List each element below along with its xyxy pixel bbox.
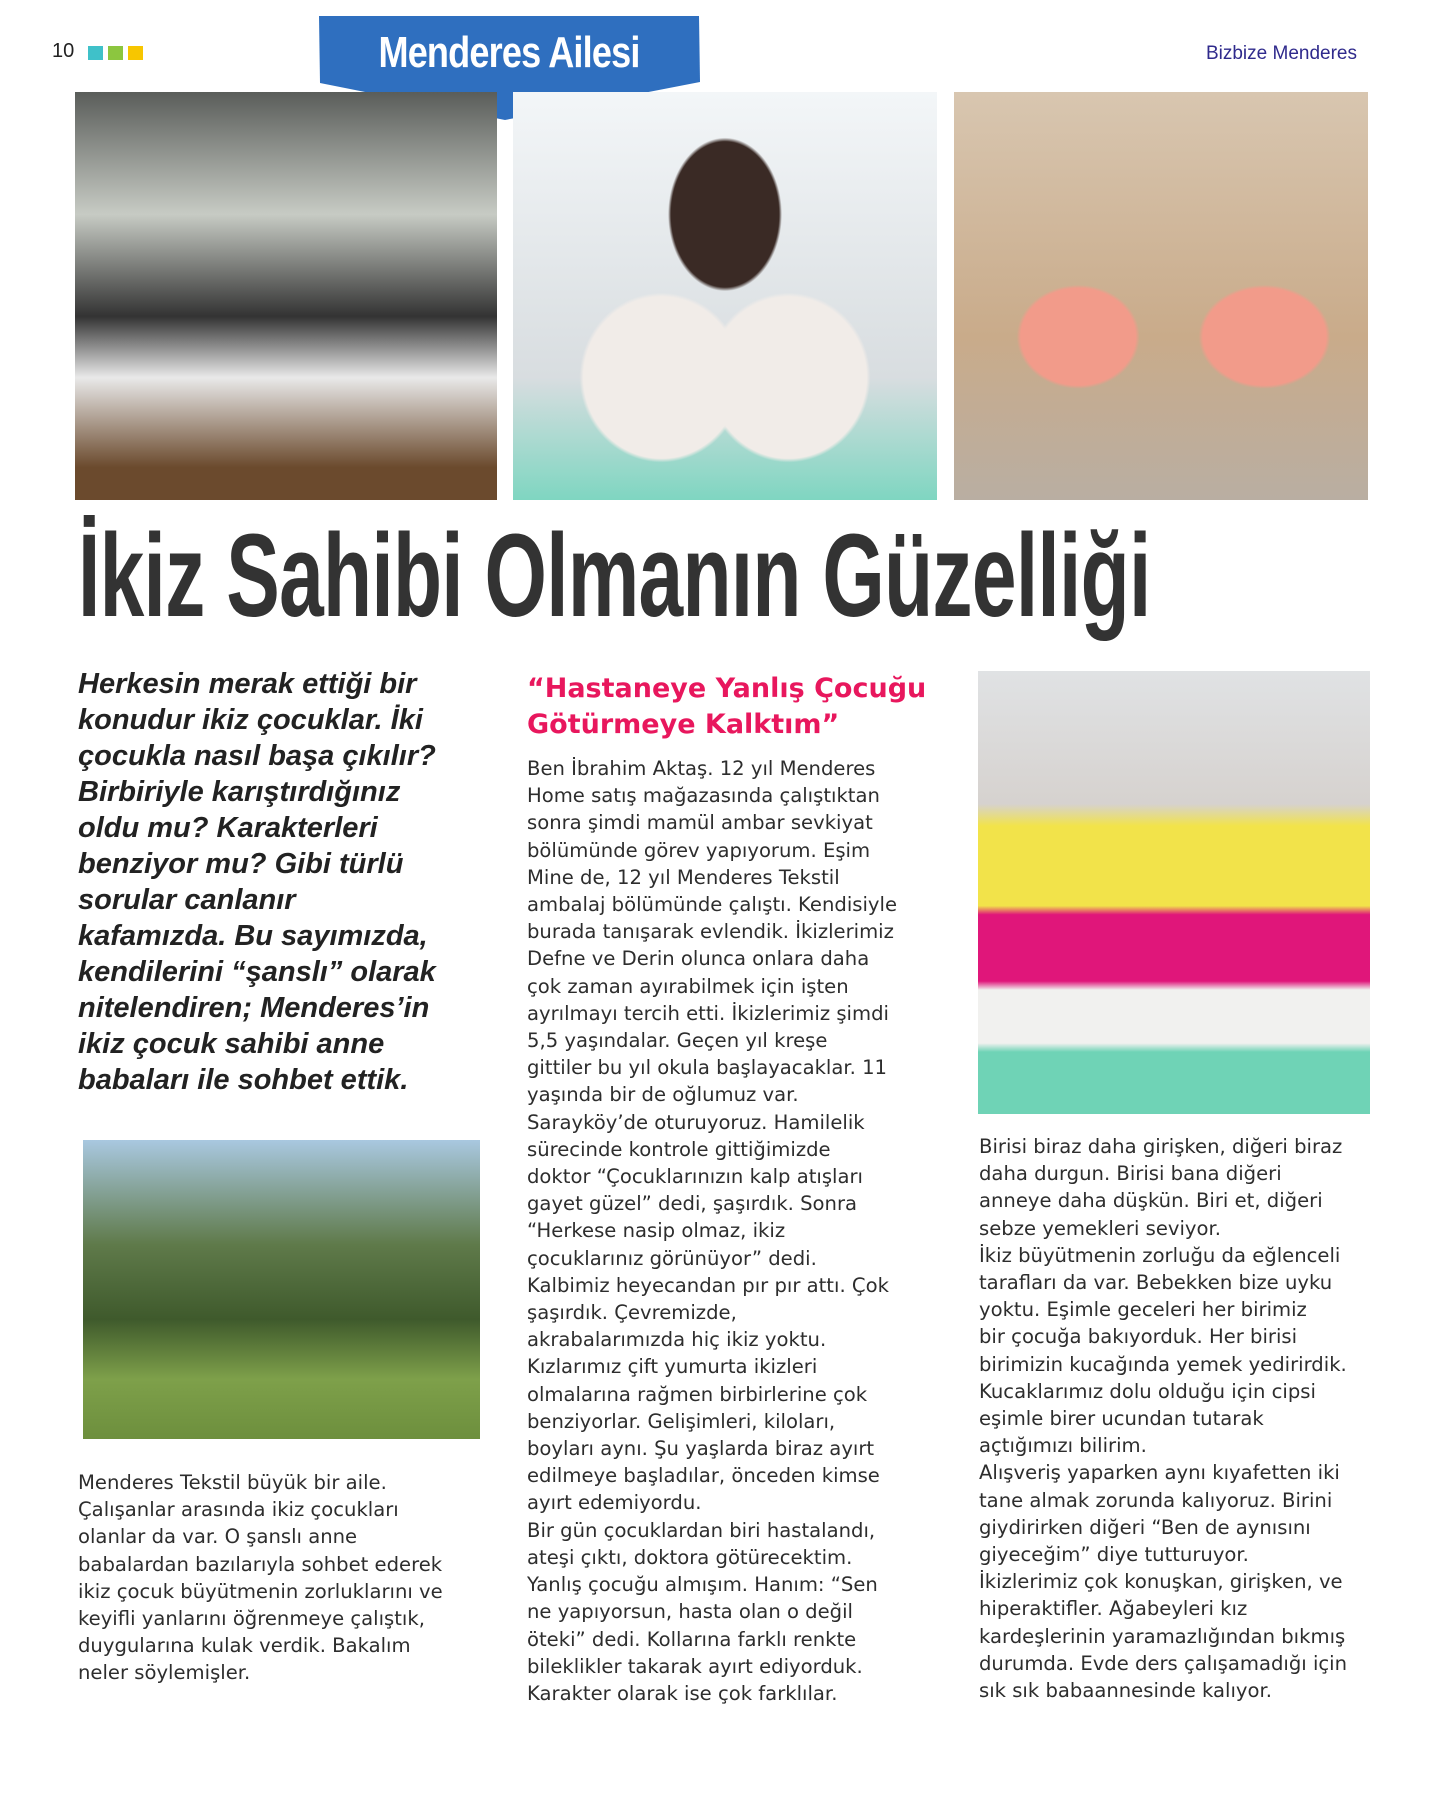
body-line: doktor “Çocuklarınızın kalp atışları bbox=[527, 1165, 863, 1189]
intro-line: kendilerini “şanslı” olarak bbox=[78, 956, 436, 988]
intro-line: sorular canlanır bbox=[78, 884, 296, 916]
body-line: ateşi çıktı, doktora götürecektim. bbox=[527, 1545, 853, 1569]
body-line: Karakter olarak ise çok farklılar. bbox=[527, 1681, 838, 1705]
body-line: gayet güzel” dedi, şaşırdık. Sonra bbox=[527, 1192, 858, 1216]
intro-line: Herkesin merak ettiği bir bbox=[78, 668, 417, 700]
body-line: “Herkese nasip olmaz, ikiz bbox=[527, 1219, 786, 1243]
body-line: anneye daha düşkün. Biri et, diğeri bbox=[979, 1189, 1323, 1213]
body-line: İkizlerimiz çok konuşkan, girişken, ve bbox=[979, 1570, 1343, 1594]
body-line: keyifli yanlarını öğrenmeye çalıştık, bbox=[78, 1607, 425, 1631]
body-line: hiperaktifler. Ağabeyleri kız bbox=[979, 1597, 1248, 1621]
body-line: birimizin kucağında yemek yedirirdik. bbox=[979, 1352, 1347, 1376]
photo-twin-girls-pink bbox=[954, 92, 1368, 500]
body-line: giydirirken diğeri “Ben de aynısını bbox=[979, 1515, 1311, 1539]
body-line: Bir gün çocuklardan biri hastalandı, bbox=[527, 1518, 876, 1542]
subheading-line: Götürmeye Kalktım” bbox=[527, 709, 840, 740]
body-line: kardeşlerinin yaramazlığından bıkmış bbox=[979, 1624, 1346, 1648]
intro-line: benziyor mu? Gibi türlü bbox=[78, 848, 404, 880]
body-line: ayrılmayı tercih etti. İkizlerimiz şimdi bbox=[527, 1001, 889, 1025]
body-line: Yanlış çocuğu almışım. Hanım: “Sen bbox=[527, 1573, 878, 1597]
intro-line: ikiz çocuk sahibi anne bbox=[78, 1028, 385, 1060]
page-number: 10 bbox=[52, 40, 75, 62]
body-line: Kalbimiz heyecandan pır pır attı. Çok bbox=[527, 1273, 889, 1297]
subheading-line: “Hastaneye Yanlış Çocuğu bbox=[527, 673, 927, 704]
body-line: sonra şimdi mamül ambar sevkiyat bbox=[527, 811, 873, 835]
body-line: neler söylemişler. bbox=[78, 1661, 251, 1685]
color-square-teal bbox=[88, 46, 103, 60]
body-line: tarafları da var. Bebekken bize uyku bbox=[979, 1271, 1333, 1295]
body-line: yaşında bir de oğlumuz var. bbox=[527, 1083, 799, 1107]
body-line: ambalaj bölümünde çalıştı. Kendisiyle bbox=[527, 893, 898, 917]
body-line: çok zaman ayırabilmek için işten bbox=[527, 974, 849, 998]
body-line: şaşırdık. Çevremizde, bbox=[527, 1301, 737, 1325]
body-line: ne yapıyorsun, hasta olan o değil bbox=[527, 1600, 853, 1624]
intro-line: kafamızda. Bu sayımızda, bbox=[78, 920, 428, 952]
middle-body-text bbox=[527, 755, 897, 1707]
color-square-yellow bbox=[128, 46, 143, 60]
body-line: İkiz büyütmenin zorluğu da eğlenceli bbox=[979, 1243, 1341, 1267]
subheading bbox=[527, 671, 926, 743]
body-line: Mine de, 12 yıl Menderes Tekstil bbox=[527, 865, 840, 889]
body-line: Alışveriş yaparken aynı kıyafetten iki bbox=[979, 1461, 1340, 1485]
body-line: edilmeye başladılar, önceden kimse bbox=[527, 1464, 880, 1488]
body-line: ayırt edemiyordu. bbox=[527, 1491, 702, 1515]
intro-line: çocukla nasıl başa çıkılır? bbox=[78, 740, 436, 772]
body-line: bileklikler takarak ayırt ediyorduk. bbox=[527, 1654, 863, 1678]
body-line: duygularına kulak verdik. Bakalım bbox=[78, 1634, 411, 1658]
photo-family-park bbox=[83, 1140, 480, 1439]
body-line: Sarayköy’de oturuyoruz. Hamilelik bbox=[527, 1110, 865, 1134]
body-line: bölümünde görev yapıyorum. Eşim bbox=[527, 838, 871, 862]
intro-line: babaları ile sohbet ettik. bbox=[78, 1064, 409, 1096]
body-line: boyları aynı. Şu yaşlarda biraz ayırt bbox=[527, 1437, 875, 1461]
body-line: sürecinde kontrole gittiğimizde bbox=[527, 1137, 831, 1161]
photo-twin-girls-dresses bbox=[978, 671, 1370, 1114]
body-line: Home satış mağazasında çalıştıktan bbox=[527, 784, 880, 808]
body-line: açtığımızı bilirim. bbox=[979, 1434, 1147, 1458]
body-line: Menderes Tekstil büyük bir aile. bbox=[78, 1471, 387, 1494]
intro-line: konudur ikiz çocuklar. İki bbox=[78, 704, 423, 736]
body-line: ikiz çocuk büyütmenin zorluklarını ve bbox=[78, 1579, 443, 1603]
body-line: Çalışanlar arasında ikiz çocukları bbox=[78, 1498, 399, 1522]
body-line: Kucaklarımız dolu olduğu için cipsi bbox=[979, 1379, 1316, 1403]
body-line: daha durgun. Birisi bana diğeri bbox=[979, 1162, 1282, 1186]
intro-text bbox=[78, 666, 498, 1098]
body-line: olanlar da var. O şanslı anne bbox=[78, 1525, 358, 1549]
body-line: sebze yemekleri seviyor. bbox=[979, 1216, 1222, 1240]
body-line: tane almak zorunda kalıyoruz. Birini bbox=[979, 1488, 1333, 1512]
body-line: durumda. Evde ders çalışamadığı için bbox=[979, 1651, 1348, 1675]
body-line: Defne ve Derin olunca onlara daha bbox=[527, 947, 870, 971]
intro-line: nitelendiren; Menderes’in bbox=[78, 992, 430, 1024]
right-body-text bbox=[979, 1133, 1347, 1704]
body-line: Ben İbrahim Aktaş. 12 yıl Menderes bbox=[527, 757, 876, 780]
left-body-text bbox=[78, 1469, 443, 1687]
body-line: yoktu. Eşimle geceleri her birimiz bbox=[979, 1298, 1307, 1322]
body-line: burada tanışarak evlendik. İkizlerimiz bbox=[527, 920, 894, 944]
body-line: giyeceğim” diye tutturuyor. bbox=[979, 1543, 1249, 1567]
body-line: Kızlarımız çift yumurta ikizleri bbox=[527, 1355, 818, 1379]
body-line: benziyorlar. Gelişimleri, kiloları, bbox=[527, 1409, 836, 1433]
section-title: Menderes Ailesi bbox=[378, 28, 640, 77]
magazine-name: Bizbize Menderes bbox=[1205, 43, 1357, 64]
body-line: öteki” dedi. Kollarına farklı renkte bbox=[527, 1627, 857, 1651]
body-line: sık sık babaannesinde kalıyor. bbox=[979, 1679, 1272, 1703]
body-line: çocuklarınız görünüyor” dedi. bbox=[527, 1246, 817, 1270]
photo-mother-twin-babies bbox=[513, 92, 937, 500]
intro-line: oldu mu? Karakterleri bbox=[78, 812, 378, 844]
body-line: Birisi biraz daha girişken, diğeri biraz bbox=[979, 1135, 1343, 1158]
color-square-green bbox=[108, 46, 123, 60]
body-line: 5,5 yaşındalar. Geçen yıl kreşe bbox=[527, 1029, 828, 1053]
body-line: eşimle birer ucundan tutarak bbox=[979, 1407, 1264, 1431]
body-line: babalardan bazılarıyla sohbet ederek bbox=[78, 1552, 443, 1576]
body-line: bir çocuğa bakıyorduk. Her birisi bbox=[979, 1325, 1298, 1349]
body-line: gittiler bu yıl okula başlayacaklar. 11 bbox=[527, 1056, 888, 1080]
body-line: olmalarına rağmen birbirlerine çok bbox=[527, 1382, 868, 1406]
intro-line: Birbiriyle karıştırdığınız bbox=[78, 776, 401, 808]
photo-twin-boy-girl bbox=[75, 92, 497, 500]
article-title: İkiz Sahibi Olmanın Güzelliği bbox=[78, 510, 1151, 642]
body-line: akrabalarımızda hiç ikiz yoktu. bbox=[527, 1328, 827, 1352]
